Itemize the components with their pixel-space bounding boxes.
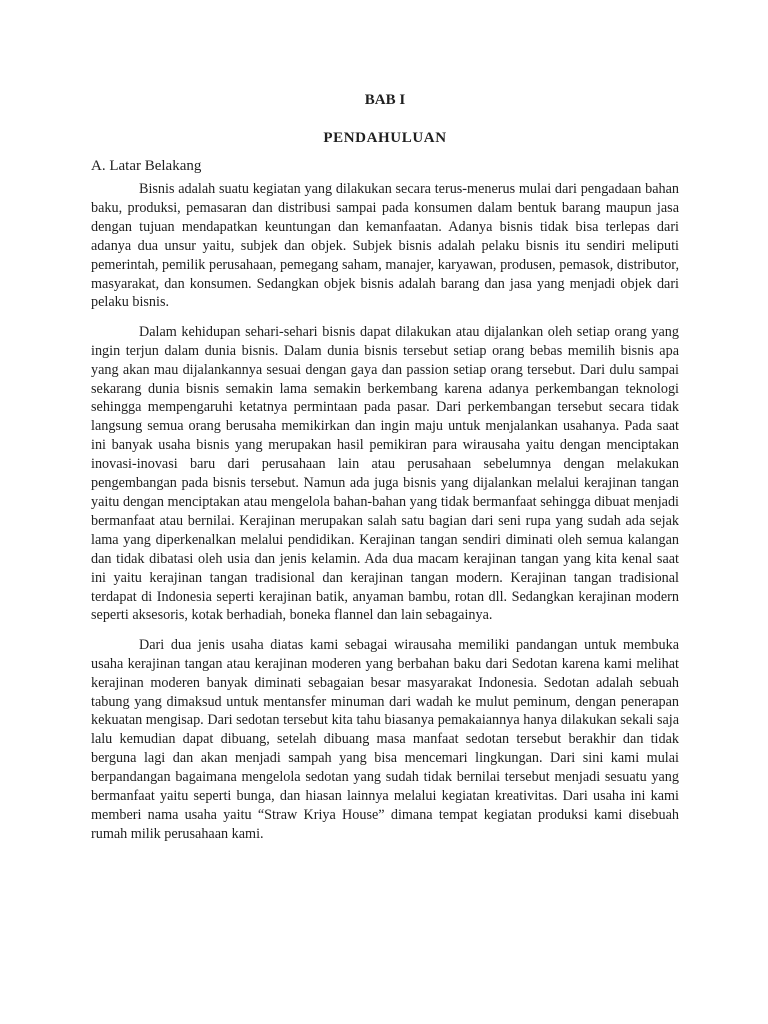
section-heading: A. Latar Belakang <box>91 158 202 174</box>
paragraph-3: Dari dua jenis usaha diatas kami sebagai wirausaha memiliki pandangan untuk membuka usaha kerajinan tangan atau kerajinan moderen yang berbahan baku dari Sedotan karena kami melihat kerajinan moderen banyak diminati sebagaian besar masyarakat Indonesia. Sedotan adalah sebuah tabung yang dimaksud untuk mentansfer minuman dari wadah ke mulut peminum, dengan penerapan kekuatan mengisap. Dari sedotan tersebut kita tahu biasanya pemakaiannya hanya dilakukan sekali saja lalu kemudian dapat dibuang, setelah dibuang masa manfaat sedotan tersebut berakhir dan tidak berguna lagi dan akan menjadi sampah yang bisa mencemari lingkungan. Dari sini kami mulai berpandangan bagaimana mengelola sedotan yang sudah tidak bernilai tersebut menjadi sesuatu yang bermanfaat yaitu seperti bunga, dan hiasan lainnya melalui kegiatan kreativitas. Dari usaha ini kami memberi nama usaha yaitu “Straw Kriya House” dimana tempat kegiatan produksi kami disebuah rumah milik perusahaan kami. <box>91 636 679 842</box>
paragraph-2: Dalam kehidupan sehari-sehari bisnis dapat dilakukan atau dijalankan oleh setiap orang yang ingin terjun dalam dunia bisnis. Dalam dunia bisnis tersebut setiap orang bebas memilih bisnis apa yang akan mau dijalankannya sesuai dengan gaya dan passion setiap orang tersebut. Dari dulu sampai sekarang dunia bisnis semakin lama semakin berkembang karena adanya perkembangan teknologi sehingga mempengaruhi ketatnya permintaan pada pasar. Dari perkembangan tersebut secara tidak langsung semua orang berusaha memikirkan dan ingin maju untuk menjalankan usahanya. Pada saat ini banyak usaha bisnis yang merupakan hasil pemikiran para wirausaha yaitu dengan menciptakan inovasi-inovasi baru dari perusahaan lain atau perusahaan sebelumnya dengan melakukan pengembangan pada bisnis tersebut. Namun ada juga bisnis yang dijalankan melalui kerajinan tangan yaitu dengan menciptakan atau mengelola bahan-bahan yang tidak bermanfaat sehingga dibuat menjadi bermanfaat atau bernilai. Kerajinan merupakan salah satu bagian dari seni rupa yang sudah ada sejak lama yang diperkenalkan melalui pendidikan. Kerajinan tangan sendiri diminati oleh semua kalangan dan tidak dibatasi oleh usia dan jenis kelamin. Ada dua macam kerajinan tangan yang kita kenal saat ini yaitu kerajinan tangan tradisional dan kerajinan tangan modern. Kerajinan tangan tradisional terdapat di Indonesia seperti kerajinan batik, anyaman bambu, rotan dll. Sedangkan kerajinan modern seperti aksesoris, kotak berhadiah, boneka flannel dan lain sebagainya. <box>91 323 679 624</box>
page-content <box>91 90 679 844</box>
chapter-number: BAB I <box>364 92 406 108</box>
chapter-title: PENDAHULUAN <box>323 130 447 146</box>
paragraph-1: Bisnis adalah suatu kegiatan yang dilakukan secara terus-menerus mulai dari pengadaan bahan baku, produksi, pemasaran dan distribusi sampai pada konsumen dalam bentuk barang maupun jasa dengan tujuan mendapatkan keuntungan dan kemanfaatan. Adanya bisnis tidak bisa terlepas dari adanya dua unsur yaitu, subjek dan objek. Subjek bisnis adalah pelaku bisnis itu sendiri meliputi pemerintah, pemilik perusahaan, pemegang saham, manajer, karyawan, produsen, pemasok, distributor, masyarakat, dan konsumen. Sedangkan objek bisnis adalah barang dan jasa yang menjadi objek dari pelaku bisnis. <box>91 181 679 311</box>
